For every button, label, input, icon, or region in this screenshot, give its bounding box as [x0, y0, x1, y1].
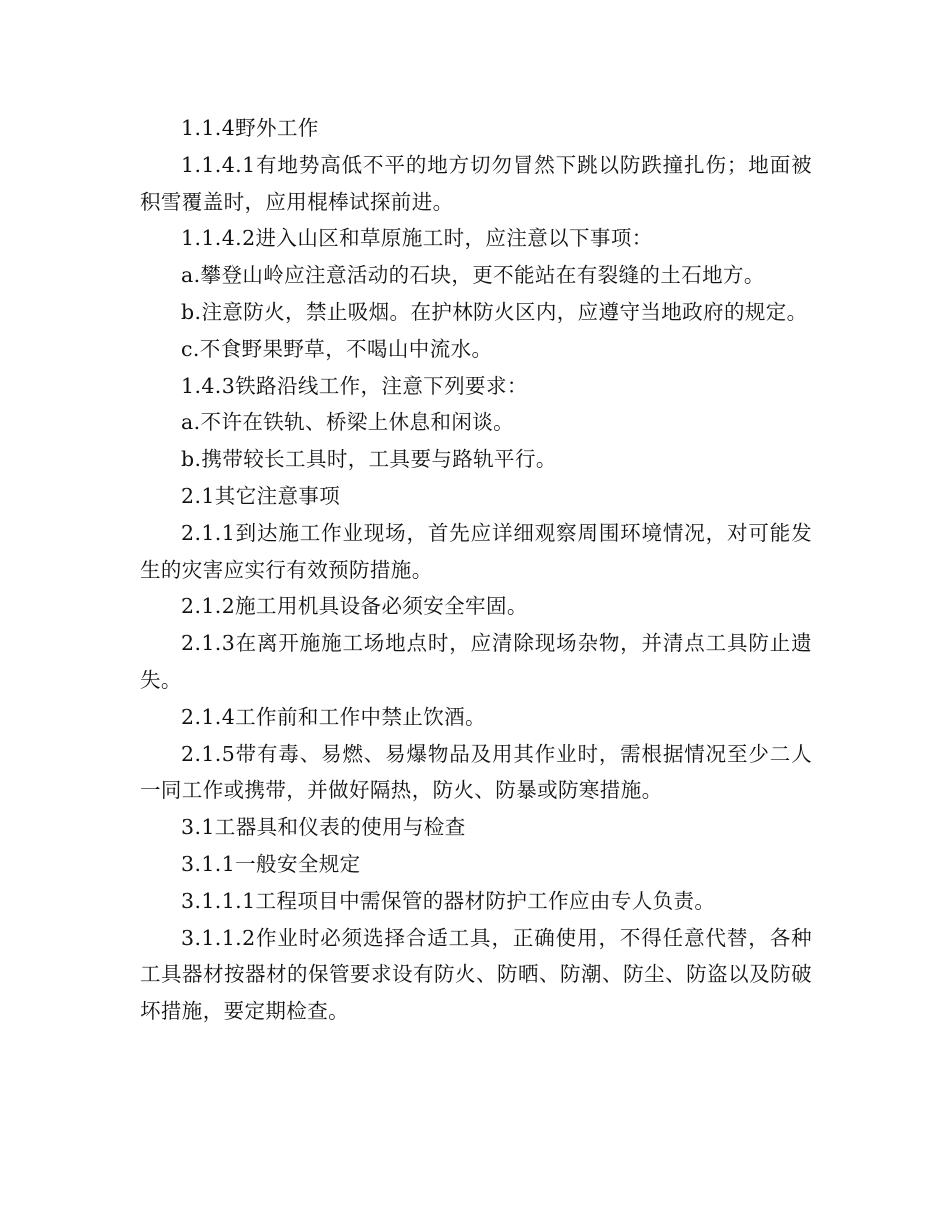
paragraph-2-1-4: 2.1.4工作前和工作中禁止饮酒。 — [181, 704, 486, 729]
paragraph-2-1-1: 2.1.1到达施工作业现场，首先应详细观察周围环境情况，对可能发生的灾害应实行有效预防措施。 — [140, 520, 812, 582]
paragraph-1-1-4-2: 1.1.4.2进入山区和草原施工时，应注意以下事项： — [181, 226, 653, 251]
list-item-c: c.不食野果野草，不喝山中流水。 — [181, 336, 493, 361]
paragraph-2-1-2: 2.1.2施工用机具设备必须安全牢固。 — [181, 594, 528, 619]
list-item-a-railway: a.不许在铁轨、桥梁上休息和闲谈。 — [181, 410, 515, 435]
heading-1-1-4: 1.1.4野外工作 — [181, 116, 319, 140]
heading-3-1-1: 3.1.1一般安全规定 — [181, 851, 361, 876]
paragraph-2-1-5: 2.1.5带有毒、易燃、易爆物品及用其作业时，需根据情况至少二人一同工作或携带，并做好隔热，防火、防暴或防寒措施。 — [140, 741, 812, 803]
paragraph-1-1-4-1: 1.1.4.1有地势高低不平的地方切勿冒然下跳以防跌撞扎伤；地面被积雪覆盖时，应用棍棒试探前进。 — [140, 152, 812, 214]
paragraph-2-1-3: 2.1.3在离开施施工场地点时，应清除现场杂物，并清点工具防止遗失。 — [140, 631, 812, 692]
list-item-b: b.注意防火，禁止吸烟。在护林防火区内，应遵守当地政府的规定。 — [181, 299, 808, 324]
heading-3-1: 3.1工器具和仪表的使用与检查 — [181, 815, 466, 840]
list-item-b-railway: b.携带较长工具时，工具要与路轨平行。 — [181, 447, 557, 472]
paragraph-3-1-1-1: 3.1.1.1工程项目中需保管的器材防护工作应由专人负责。 — [181, 888, 716, 913]
document-body — [140, 110, 812, 1030]
paragraph-3-1-1-2: 3.1.1.2作业时必须选择合适工具，正确使用，不得任意代替，各种工具器材按器材的保管要求设有防火、防晒、防潮、防尘、防盗以及防破坏措施，要定期检查。 — [140, 925, 812, 1024]
list-item-a: a.攀登山岭应注意活动的石块，更不能站在有裂缝的土石地方。 — [181, 263, 765, 288]
heading-2-1: 2.1其它注意事项 — [181, 483, 341, 508]
paragraph-1-4-3: 1.4.3铁路沿线工作，注意下列要求： — [181, 373, 528, 398]
